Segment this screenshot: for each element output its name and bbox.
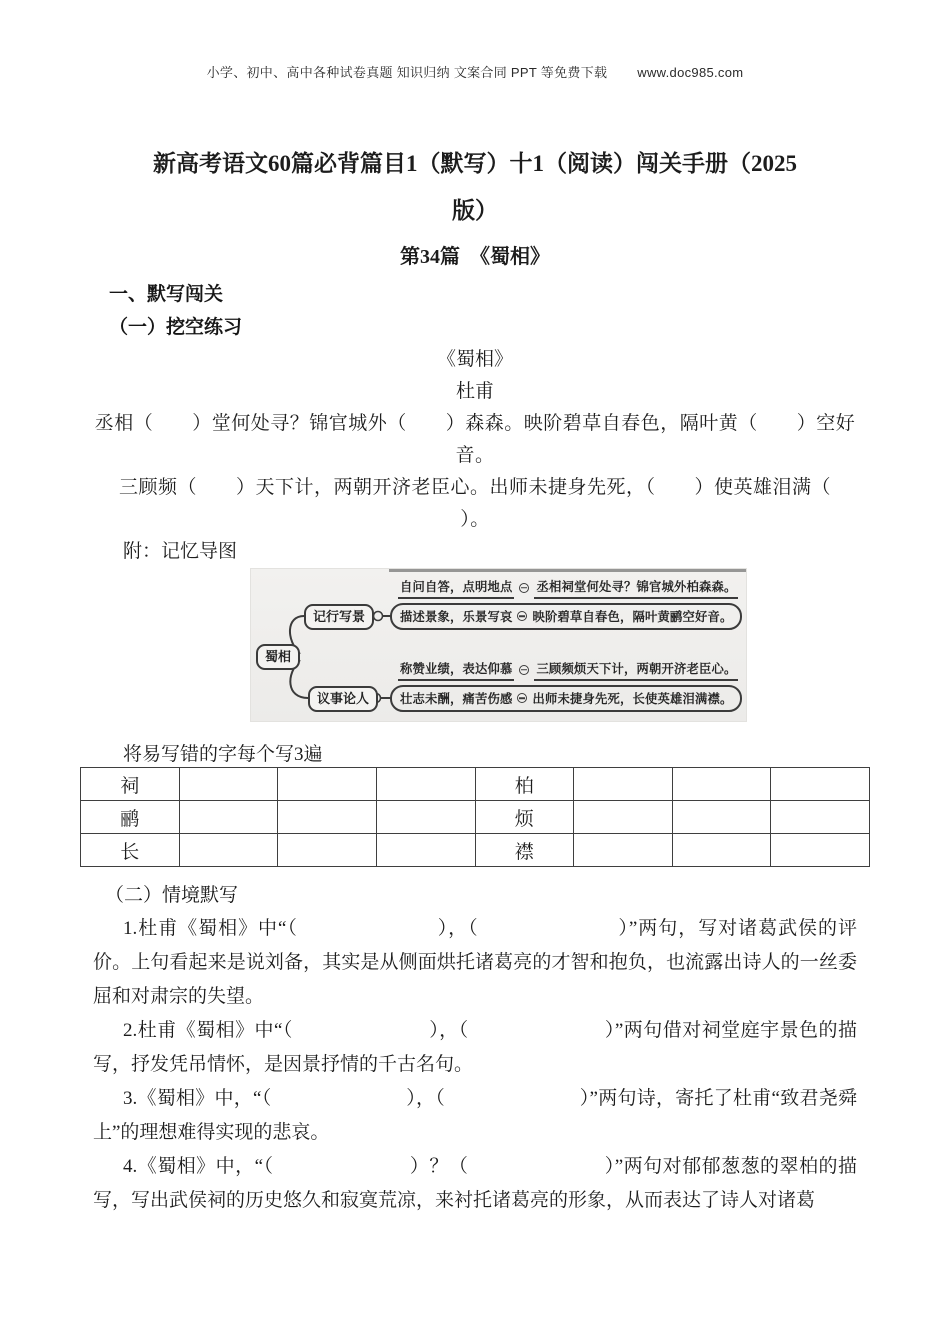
table-row xyxy=(81,801,870,834)
char-cell: 烦 xyxy=(475,801,574,834)
practice-cell xyxy=(574,768,673,801)
node-connector-icon xyxy=(519,665,529,675)
memory-map-caption: 附：记忆导图 xyxy=(123,541,238,562)
char-cell: 长 xyxy=(81,834,180,867)
node-connector-icon xyxy=(517,611,527,621)
practice-cell xyxy=(672,834,771,867)
mindmap-item xyxy=(390,658,742,681)
char-cell: 鹂 xyxy=(81,801,180,834)
practice-cell xyxy=(574,801,673,834)
node-connector-icon xyxy=(517,693,527,703)
char-cell: 柏 xyxy=(475,768,574,801)
section-heading-dictation-challenge: 一、默写闯关 xyxy=(109,284,224,305)
mindmap-group-commentary xyxy=(390,658,742,712)
character-practice-table xyxy=(80,767,870,867)
practice-cell xyxy=(376,801,475,834)
practice-cell xyxy=(179,801,278,834)
document-title xyxy=(93,140,857,234)
header-site-link[interactable]: www.doc985.com xyxy=(637,65,744,80)
subsection-heading-contextual-dictation: （二）情境默写 xyxy=(105,885,239,906)
mindmap-group-scenery xyxy=(390,576,742,630)
practice-cell xyxy=(376,768,475,801)
poem-line: ）。 xyxy=(460,509,490,530)
practice-cell xyxy=(278,801,377,834)
poem-title: 《蜀相》 xyxy=(436,349,513,370)
practice-cell xyxy=(771,768,870,801)
practice-cell xyxy=(179,768,278,801)
mindmap-branch-scenery: 记行写景 xyxy=(304,604,374,630)
subsection-heading-fill-blanks: （一）挖空练习 xyxy=(109,317,243,338)
practice-cell xyxy=(278,834,377,867)
mindmap-item-quote: 三顾频烦天下计，两朝开济老臣心。 xyxy=(534,658,738,681)
mindmap-item-quote: 出师未捷身先死，长使英雄泪满襟。 xyxy=(532,692,733,706)
mindmap-branch-commentary: 议事论人 xyxy=(308,686,378,712)
mindmap-item-note: 称赞业绩，表达仰慕 xyxy=(398,658,514,681)
chapter-subtitle: 第34篇 《蜀相》 xyxy=(400,246,550,268)
mindmap-item-note: 自问自答，点明地点 xyxy=(398,576,514,599)
node-connector-icon xyxy=(519,583,529,593)
table-row xyxy=(81,834,870,867)
practice-cell xyxy=(376,834,475,867)
mindmap-item xyxy=(390,685,742,712)
poem-author: 杜甫 xyxy=(455,381,494,402)
practice-cell xyxy=(771,834,870,867)
dictation-question-1: 1.杜甫《蜀相》中“（ ），（ ）”两句，写对诸葛武侯的评价。上句看起来是说刘备，其实是从侧面烘托诸葛亮的才智和抱负，也流露出诗人的一丝委屈和对肃宗的失望。 xyxy=(93,918,857,1007)
poem-line: 丞相（ ）堂何处寻？锦官城外（ ）森森。映阶碧草自春色，隔叶黄（ ）空好 xyxy=(94,413,856,434)
practice-cell xyxy=(672,768,771,801)
practice-cell xyxy=(179,834,278,867)
document-body xyxy=(93,0,857,1218)
mindmap-item xyxy=(390,603,742,630)
poem-fill-blank-text xyxy=(93,408,857,536)
mindmap-item-note: 壮志未酬，痛苦伤感 xyxy=(400,692,513,706)
poem-line: 三顾频（ ）天下计，两朝开济老臣心。出师未捷身先死，（ ）使英雄泪满（ xyxy=(118,477,831,498)
practice-cell xyxy=(672,801,771,834)
dictation-question-2: 2.杜甫《蜀相》中“（ ），（ ）”两句借对祠堂庭宇景色的描写，抒发凭吊情怀，是因景抒情的千古名句。 xyxy=(93,1020,857,1075)
practice-instruction: 将易写错的字每个写3遍 xyxy=(123,744,323,765)
document-title-line1: 新高考语文60篇必背篇目1（默写）十1（阅读）闯关手册（2025 xyxy=(153,151,797,176)
header-services-text: 小学、初中、高中各种试卷真题 知识归纳 文案合同 PPT 等免费下载 xyxy=(206,65,608,80)
mindmap-root-node: 蜀相 xyxy=(256,644,300,670)
dictation-question-3: 3.《蜀相》中，“（ ），（ ）”两句诗，寄托了杜甫“致君尧舜上”的理想难得实现的悲哀。 xyxy=(93,1088,857,1143)
char-cell: 祠 xyxy=(81,768,180,801)
document-title-line2: 版） xyxy=(452,198,498,223)
mindmap-item-quote: 映阶碧草自春色，隔叶黄鹂空好音。 xyxy=(532,610,733,624)
table-row xyxy=(81,768,870,801)
practice-cell xyxy=(278,768,377,801)
memory-map-image xyxy=(250,568,747,722)
practice-cell xyxy=(771,801,870,834)
dictation-question-4: 4.《蜀相》中，“（ ）？（ ）”两句对郁郁葱葱的翠柏的描写，写出武侯祠的历史悠久和寂寞荒凉，来衬托诸葛亮的形象，从而表达了诗人对诸葛 xyxy=(93,1156,857,1211)
mindmap-item-note: 描述景象，乐景写哀 xyxy=(400,610,513,624)
char-cell: 襟 xyxy=(475,834,574,867)
poem-line: 音。 xyxy=(455,445,495,466)
mindmap-item xyxy=(390,576,742,599)
practice-cell xyxy=(574,834,673,867)
mindmap-item-quote: 丞相祠堂何处寻？锦官城外柏森森。 xyxy=(534,576,738,599)
